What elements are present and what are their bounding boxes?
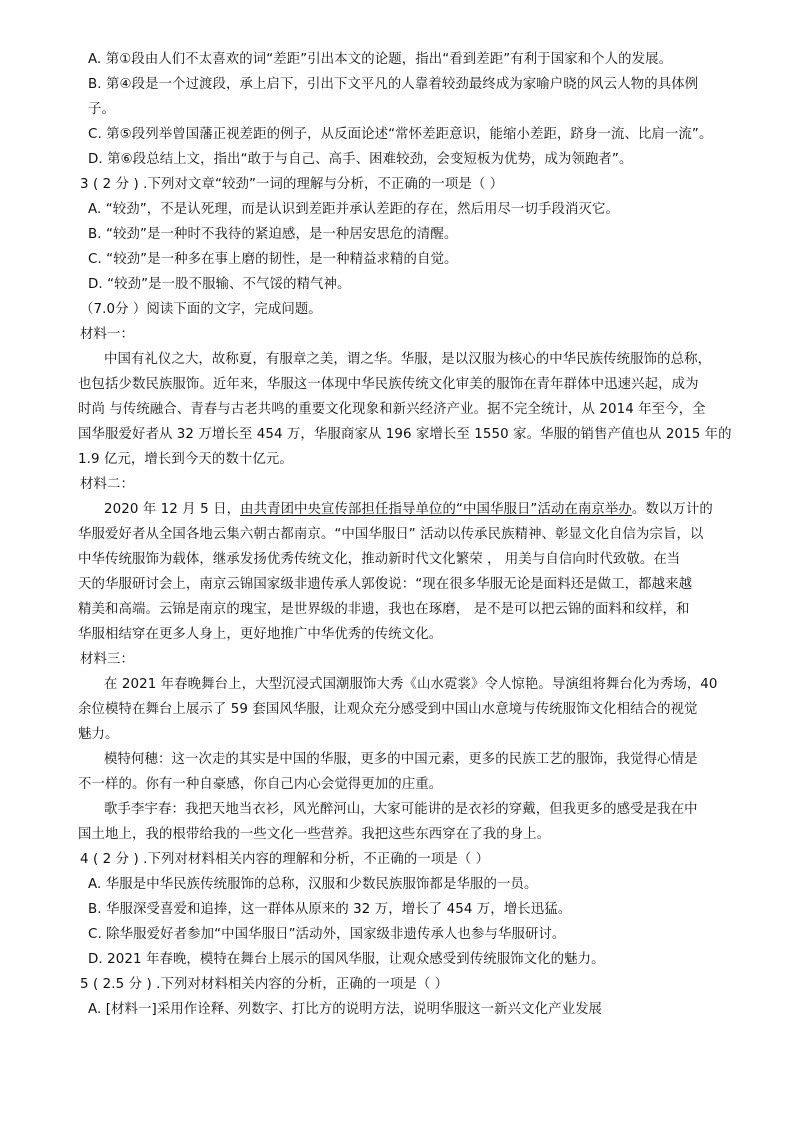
material2-line: 精美和高端。云锦是南京的瑰宝，是世界级的非遗，我也在琢磨， 是不是可以把云锦的面料和纹样，和 bbox=[78, 602, 690, 617]
material3-line: 国土地上，我的根带给我的一些文化一些营养。我把这些东西穿在了我的身上。 bbox=[78, 827, 551, 842]
material3-label: 材料三： bbox=[80, 652, 134, 667]
material3-line: 不一样的。你有一种自豪感，你自己内心会觉得更加的庄重。 bbox=[78, 777, 443, 792]
material2-line: 华服爱好者从全国各地云集六朝古都南京。“中国华服日” 活动以传承民族精神、彰显文化自信为宗旨，以 bbox=[78, 527, 704, 542]
q2-option-d: D. 第⑥段总结上文，指出“敢于与自己、高手、困难较劲，会变短板为优势，成为领跑者”。 bbox=[88, 152, 633, 167]
q2-option-a: A. 第①段由人们不太喜欢的词“差距”引出本文的论题，指出“看到差距”有利于国家和个人的发展。 bbox=[88, 52, 673, 67]
material3-line: 魅力。 bbox=[78, 727, 119, 742]
material1-line: 时尚 与传统融合、青春与古老共鸣的重要文化现象和新兴经济产业。据不完全统计，从 2014 年至今，全 bbox=[78, 402, 706, 417]
q2-option-b: B. 第④段是一个过渡段，承上启下，引出下文平凡的人靠着较劲最终成为家喻户晓的风云人物的具体例 bbox=[88, 77, 699, 92]
material2-label: 材料二： bbox=[80, 477, 134, 492]
material2-first-line bbox=[104, 500, 713, 520]
material1-label: 材料一： bbox=[80, 327, 134, 342]
q3-option-a: A. “较劲”，不是认死理，而是认识到差距并承认差距的存在，然后用尽一切手段消灭它。 bbox=[88, 202, 619, 217]
material2-date: 2020 年 12 月 5 日， bbox=[104, 502, 241, 517]
q3-option-d: D. “较劲”是一股不服输、不气馁的精气神。 bbox=[88, 277, 351, 292]
material2-underlined-phrase: 由共青团中央宣传部担任指导单位的“中国华服日”活动在南京举办 bbox=[240, 502, 632, 517]
q5-stem: 5 ( 2.5 分 ) .下列对材料相关内容的分析，正确的一项是（ ） bbox=[80, 977, 449, 992]
material2-line: 中华传统服饰为载体，继承发扬优秀传统文化，推动新时代文化繁荣 ， 用美与自信向时代致敬。在当 bbox=[78, 552, 681, 567]
q4-stem: 4 ( 2 分 ) .下列对材料相关内容的理解和分析，不正确的一项是（ ） bbox=[80, 852, 490, 867]
material3-line: 余位模特在舞台上展示了 59 套国风华服，让观众充分感受到中国山水意境与传统服饰文化相结合的视觉 bbox=[78, 702, 698, 717]
reading-intro: （7.0分 ）阅读下面的文字，完成问题。 bbox=[80, 302, 322, 317]
material1-line: 也包括少数民族服饰。近年来，华服这一体现中华民族传统文化审美的服饰在青年群体中迅速兴起，成为 bbox=[78, 377, 699, 392]
material1-line: 1.9 亿元，增长到今天的数十亿元。 bbox=[78, 452, 293, 467]
material1-line: 国华服爱好者从 32 万增长至 454 万，华服商家从 196 家增长至 1550 家。华服的销售产值也从 2015 年的 bbox=[78, 427, 732, 442]
q4-option-d: D. 2021 年春晚，模特在舞台上展示的国风华服，让观众感受到传统服饰文化的魅力。 bbox=[88, 952, 605, 967]
q4-option-a: A. 华服是中华民族传统服饰的总称，汉服和少数民族服饰都是华服的一员。 bbox=[88, 877, 538, 892]
material3-line: 在 2021 年春晚舞台上，大型沉浸式国潮服饰大秀《山水霓裳》令人惊艳。导演组将舞台化为秀场，40 bbox=[104, 677, 718, 692]
q4-option-c: C. 除华服爱好者参加“中国华服日”活动外，国家级非遗传承人也参与华服研讨。 bbox=[88, 927, 566, 942]
material3-line: 模特何穗：这一次走的其实是中国的华服，更多的中国元素，更多的民族工艺的服饰，我觉得心情是 bbox=[104, 752, 698, 767]
q2-option-c: C. 第⑤段列举曾国藩正视差距的例子，从反面论述“常怀差距意识，能缩小差距，跻身一流、比肩一流”。 bbox=[88, 127, 713, 142]
material2-line: 华服相结穿在更多人身上，更好地推广中华优秀的传统文化。 bbox=[78, 627, 443, 642]
q3-option-c: C. “较劲”是一种多在事上磨的韧性，是一种精益求精的自觉。 bbox=[88, 252, 458, 267]
material3-line: 歌手李宇春：我把天地当衣衫，风光醉河山，大家可能讲的是衣衫的穿戴，但我更多的感受是我在中 bbox=[104, 802, 698, 817]
material1-line: 中国有礼仪之大，故称夏，有服章之美，谓之华。华服，是以汉服为核心的中华民族传统服饰的总称， bbox=[104, 352, 712, 367]
material2-line: 天的华服研讨会上，南京云锦国家级非遗传承人郭俊说：“现在很多华服无论是面料还是做工，都越来越 bbox=[78, 577, 693, 592]
q2-option-b-cont: 子。 bbox=[88, 102, 115, 117]
q3-option-b: B. “较劲”是一种时不我待的紧迫感，是一种居安思危的清醒。 bbox=[88, 227, 458, 242]
q4-option-b: B. 华服深受喜爱和追捧，这一群体从原来的 32 万，增长了 454 万，增长迅猛。 bbox=[88, 902, 572, 917]
material2-line1-end: 。数以万计的 bbox=[631, 502, 713, 517]
q3-stem: 3 ( 2 分 ) .下列对文章“较劲”一词的理解与分析，不正确的一项是（ ） bbox=[80, 177, 504, 192]
q5-option-a: A. [材料一]采用作诠释、列数字、打比方的说明方法，说明华服这一新兴文化产业发展 bbox=[88, 1002, 603, 1017]
